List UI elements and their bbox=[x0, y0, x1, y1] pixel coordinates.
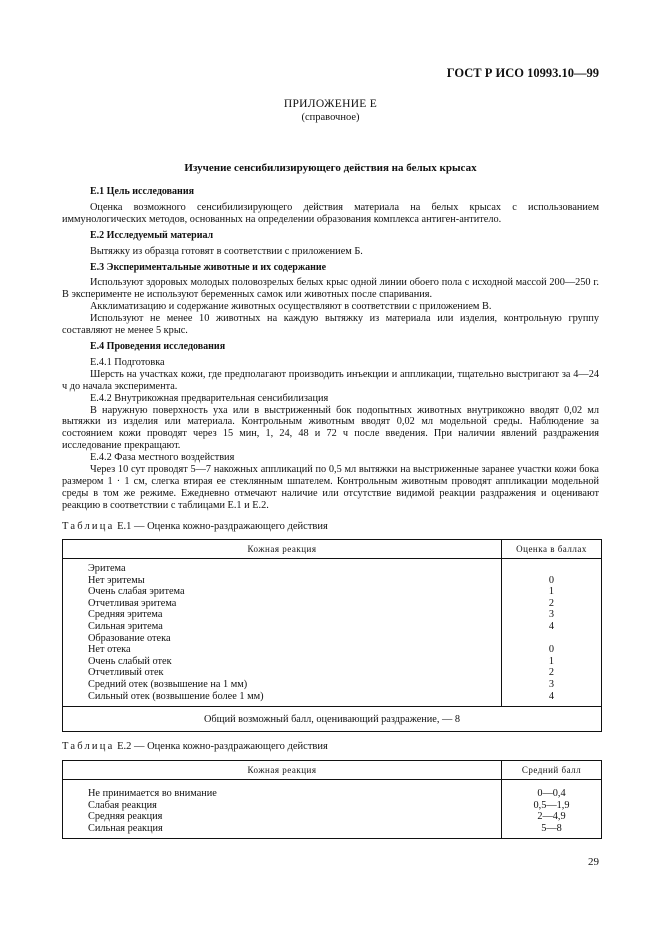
score: 4 bbox=[548, 690, 555, 702]
paragraph: В наружную поверхность уха или в выстриженный бок подопытных животных внутрикожно вводят 0,02 мл вытяжки из изделия или материала. Контрольным животным вводят 0,02 мл модельной среды. Наблюдение за состоянием кожи проводят через 15 мин, 1, 24, 48 и 72 ч после введения. При наличии явлений раздражения исследование прекращают. bbox=[62, 404, 599, 452]
paragraph: Используют здоровых молодых половозрелых белых крыс одной линии обоего пола с исходной массой 200—250 г. В эксперименте не используют беременных самок или животных после спаривания. bbox=[62, 277, 599, 301]
reaction-group: Эритема bbox=[88, 563, 126, 574]
reaction: Средняя реакция bbox=[88, 811, 163, 823]
table1-total: Общий возможный балл, оценивающий раздражение, — 8 bbox=[63, 707, 602, 732]
table2-scores bbox=[502, 780, 602, 839]
score: 0,5—1,9 bbox=[533, 799, 570, 811]
reaction: Не принимается во внимание bbox=[88, 788, 217, 799]
table2-col-score: Средний балл bbox=[502, 761, 602, 780]
reaction: Нет отека bbox=[88, 644, 131, 656]
paragraph: Оценка возможного сенсибилизирующего действия материала на белых крысах с использованием иммунологических методов, основанных на определении образования комплекса антиген-антитело. bbox=[62, 201, 599, 225]
appendix-subtitle: (справочное) bbox=[301, 112, 360, 123]
paragraph: Шерсть на участках кожи, где предполагают производить инъекции и аппликации, тщательно выстригают за 4—24 ч до начала эксперимента. bbox=[62, 368, 599, 392]
table2-caption-prefix: Таблица bbox=[62, 741, 115, 752]
paragraph: Через 10 сут проводят 5—7 накожных аппликаций по 0,5 мл вытяжки на выстриженные заранее участки кожи бока размером 1 · 1 см, слегка втирая ее стеклянным шпателем. Контрольным животным проводят аппликации модельной среды в том же режиме. Ежедневно отмечают наличие или отсутствие видимой реакции раздражения и оценивают реакцию в соответствии с таблицами Е.1 и Е.2. bbox=[62, 464, 599, 511]
reaction: Средняя эритема bbox=[88, 609, 163, 621]
table-header-row bbox=[63, 761, 602, 780]
subsection-heading: Е.4.2 Фаза местного воздействия bbox=[90, 452, 235, 464]
reaction: Отчетливый отек bbox=[88, 667, 164, 679]
table1-scores bbox=[502, 559, 602, 707]
reaction: Сильный отек (возвышение более 1 мм) bbox=[88, 690, 264, 702]
reaction: Сильная реакция bbox=[88, 822, 163, 834]
reaction: Отчетливая эритема bbox=[88, 597, 177, 609]
table-header-row bbox=[63, 540, 602, 559]
standard-header: ГОСТ Р ИСО 10993.10—99 bbox=[446, 66, 599, 80]
score bbox=[502, 633, 601, 645]
reaction: Нет эритемы bbox=[88, 574, 145, 586]
paragraph: Вытяжку из образца готовят в соответствии с приложением Б. bbox=[90, 245, 363, 257]
score: 5—8 bbox=[541, 822, 562, 834]
table2 bbox=[62, 760, 602, 839]
score: 2 bbox=[548, 597, 555, 609]
reaction: Сильная эритема bbox=[88, 620, 163, 632]
section-heading: Е.4 Проведения исследования bbox=[90, 340, 226, 352]
score: 3 bbox=[548, 678, 555, 690]
paragraph: Используют не менее 10 животных на каждую вытяжку из материала или изделия, контрольную группу составляют не менее 5 крыс. bbox=[62, 313, 599, 337]
table1 bbox=[62, 539, 602, 732]
table1-caption-text: Е.1 — Оценка кожно-раздражающего действия bbox=[117, 521, 328, 532]
score: 3 bbox=[548, 609, 555, 621]
reaction: Средний отек (возвышение на 1 мм) bbox=[88, 678, 248, 690]
score: 0—0,4 bbox=[537, 788, 566, 799]
document-title: Изучение сенсибилизирующего действия на белых крысах bbox=[184, 162, 477, 174]
reaction-group: Образование отека bbox=[88, 632, 171, 644]
table1-caption bbox=[62, 521, 328, 532]
score: 0 bbox=[548, 574, 555, 586]
table1-col-score: Оценка в баллах bbox=[502, 540, 602, 559]
page-number: 29 bbox=[588, 856, 599, 868]
table-row bbox=[63, 780, 602, 839]
appendix-title: ПРИЛОЖЕНИЕ Е bbox=[283, 98, 378, 110]
table1-reactions bbox=[63, 559, 502, 707]
table-row bbox=[63, 559, 602, 707]
table1-col-reaction: Кожная реакция bbox=[63, 540, 502, 559]
score: 2—4,9 bbox=[537, 811, 566, 823]
table2-col-reaction: Кожная реакция bbox=[63, 761, 502, 780]
score: 0 bbox=[548, 644, 555, 656]
section-heading: Е.1 Цель исследования bbox=[90, 186, 194, 197]
score: 1 bbox=[548, 655, 555, 667]
score: 1 bbox=[548, 586, 555, 598]
score: 2 bbox=[548, 667, 555, 679]
subsection-heading: Е.4.2 Внутрикожная предварительная сенсибилизация bbox=[90, 392, 329, 404]
section-heading: Е.2 Исследуемый материал bbox=[90, 229, 214, 241]
reaction: Очень слабая эритема bbox=[88, 586, 185, 598]
reaction: Очень слабый отек bbox=[88, 655, 172, 667]
table2-caption bbox=[62, 741, 328, 752]
table1-caption-prefix: Таблица bbox=[62, 521, 115, 532]
score bbox=[502, 563, 601, 575]
score: 4 bbox=[548, 620, 555, 632]
body-text bbox=[62, 186, 599, 512]
subsection-heading: Е.4.1 Подготовка bbox=[90, 356, 165, 368]
table2-reactions bbox=[63, 780, 502, 839]
section-heading: Е.3 Экспериментальные животные и их содержание bbox=[90, 261, 327, 273]
reaction: Слабая реакция bbox=[88, 799, 157, 811]
table-total-row bbox=[63, 707, 602, 732]
table2-caption-text: Е.2 — Оценка кожно-раздражающего действия bbox=[117, 741, 328, 752]
paragraph: Акклиматизацию и содержание животных осуществляют в соответствии с приложением В. bbox=[90, 301, 492, 313]
